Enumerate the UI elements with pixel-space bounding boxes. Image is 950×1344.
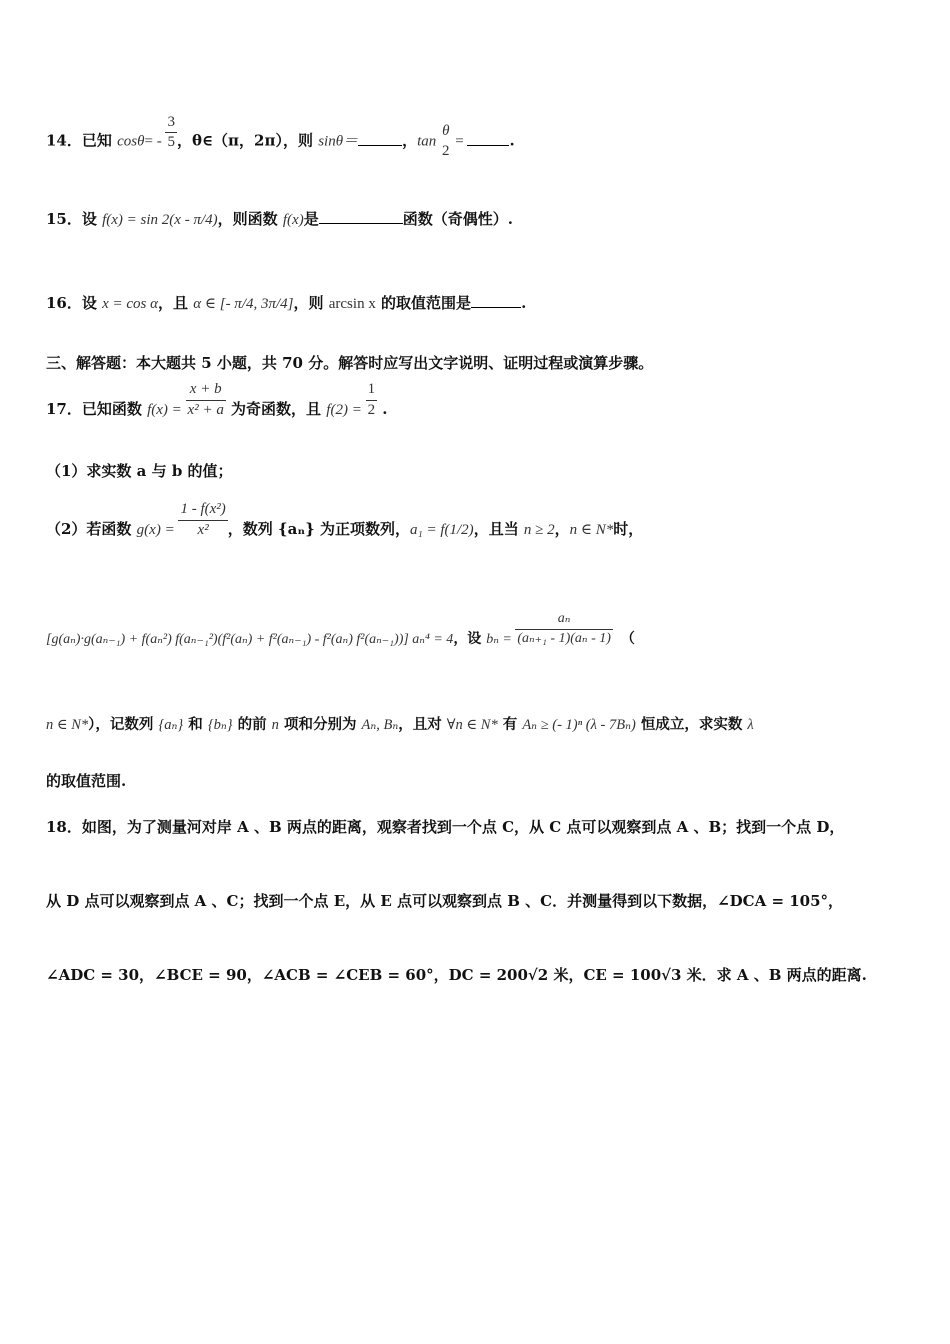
q17-b-fraction: $\frac{\text{aₙ}}{\text{(aₙ₊₁ - 1)(aₙ - 1)}}$ (517, 611, 611, 646)
question-18-line-1: 18．如图，为了测量河对岸 A 、B 两点的距离，观察者找到一个点 C，从 C 点可以观察到点 A 、B；找到一个点 D， (46, 818, 845, 836)
q17-line-4: 的取值范围. (46, 772, 127, 790)
q14-eq: = - (144, 133, 166, 150)
q15-blank[interactable] (319, 222, 403, 224)
q17-a1: a₁ = f(1/2) (410, 522, 474, 538)
q14-blank-1[interactable] (358, 144, 402, 146)
q17-recurrence: [g(aₙ)·g(aₙ₋₁) + f(aₙ²) f(aₙ₋₁²)(f²(aₙ) + f²(aₙ₋₁) - f²(aₙ) f²(aₙ₋₁))] aₙ⁴ = 4 (46, 632, 454, 647)
q17-b-def: bₙ = (486, 632, 516, 647)
q14-condition: ，θ∈（π，2π），则 (176, 131, 319, 150)
section-3-heading: 三、解答题：本大题共 5 小题，共 70 分。解答时应写出文字说明、证明过程或演算步骤。 (46, 354, 654, 372)
q17-inequality: Aₙ ≥ (- 1)ⁿ (λ - 7Bₙ) (522, 717, 636, 733)
question-18-line-3: ∠ADC = 30，∠BCE = 90，∠ACB = ∠CEB = 60°，DC = 200√2 米，CE = 100√3 米．求 A 、B 两点的距离. (46, 966, 867, 984)
question-15: 15．设 f(x) = sin 2(x - π/4)，则函数 f(x)是 函数（奇偶性）. (46, 210, 513, 228)
q17-f2-fraction: $\frac{1}{2}$ (367, 381, 376, 418)
q17-part-2: （2）若函数 g(x) = $\frac{\text{1 - f(x²)}}{\text{x²}}$ ，数列 {aₙ} 为正项数列，a₁ = f(1/2)，且当 n ≥ 2，n ∈ N*时， (46, 501, 644, 538)
q17-part-1: （1）求实数 a 与 b 的值； (46, 462, 233, 480)
q16-blank[interactable] (471, 306, 521, 308)
q15-label: 15．设 (46, 210, 103, 228)
q17-f-fraction: $\frac{x + b}{\text{x² + a}}$ (187, 381, 224, 418)
q16-x-def: x = cos α (102, 296, 159, 312)
q14-label: 14．已知 (46, 131, 118, 150)
q15-expression: f(x) = sin 2(x - π/4) (102, 212, 218, 228)
question-18-line-2: 从 D 点可以观察到点 A 、C；找到一个点 E，从 E 点可以观察到点 B 、C．并测量得到以下数据，∠DCA = 105°， (46, 892, 844, 910)
question-17: 17．已知函数 f(x) = $\frac{x + b}{\text{x² + a}}$ 为奇函数，且 f(2) = $\frac{1}{2}$ . (46, 381, 388, 418)
q17-line-3: n ∈ N*），记数列 {aₙ} 和 {bₙ} 的前 n 项和分别为 Aₙ, Bₙ，且对 ∀n ∈ N* 有 Aₙ ≥ (- 1)ⁿ (λ - 7Bₙ) 恒成立，求实数 λ (46, 716, 754, 733)
q17-equation: [g(aₙ)·g(aₙ₋₁) + f(aₙ²) f(aₙ₋₁²)(f²(aₙ) + f²(aₙ₋₁) - f²(aₙ) f²(aₙ₋₁))] aₙ⁴ = 4，设 bₙ = $\frac{\text{aₙ}}{\text{(aₙ₊₁ - 1)(aₙ - 1)}}$ （ (46, 611, 635, 647)
q16-arcsin: arcsin x (328, 296, 376, 312)
q14-half-angle: θ 2 (442, 123, 450, 159)
question-14: 14．已知 cosθ= - $\frac{3}{5}$ ，θ∈（π，2π），则 sinθ＝ ，tan θ 2 = . (46, 122, 910, 161)
q17-g-def: g(x) = (136, 522, 179, 538)
question-16: 16．设 x = cos α，且 α ∈ [- π/4, 3π/4]，则 arcsin x 的取值范围是 . (46, 294, 527, 312)
q14-cos: cosθ (117, 133, 145, 150)
q17-label: 17．已知函数 (46, 400, 148, 418)
q16-alpha-range: α ∈ [- π/4, 3π/4] (193, 296, 294, 312)
q16-label: 16．设 (46, 294, 103, 312)
q15-fx: f(x) (282, 212, 304, 228)
q17-f2: f(2) = (326, 402, 366, 418)
q17-g-fraction: $\frac{\text{1 - f(x²)}}{\text{x²}}$ (180, 501, 226, 538)
q14-sin: sinθ＝ (318, 133, 359, 150)
q14-blank-2[interactable] (467, 144, 509, 146)
q14-fraction: $\frac{3}{5}$ (167, 113, 175, 150)
q17-f-def: f(x) = (147, 402, 186, 418)
q14-tan: tan (417, 133, 440, 150)
